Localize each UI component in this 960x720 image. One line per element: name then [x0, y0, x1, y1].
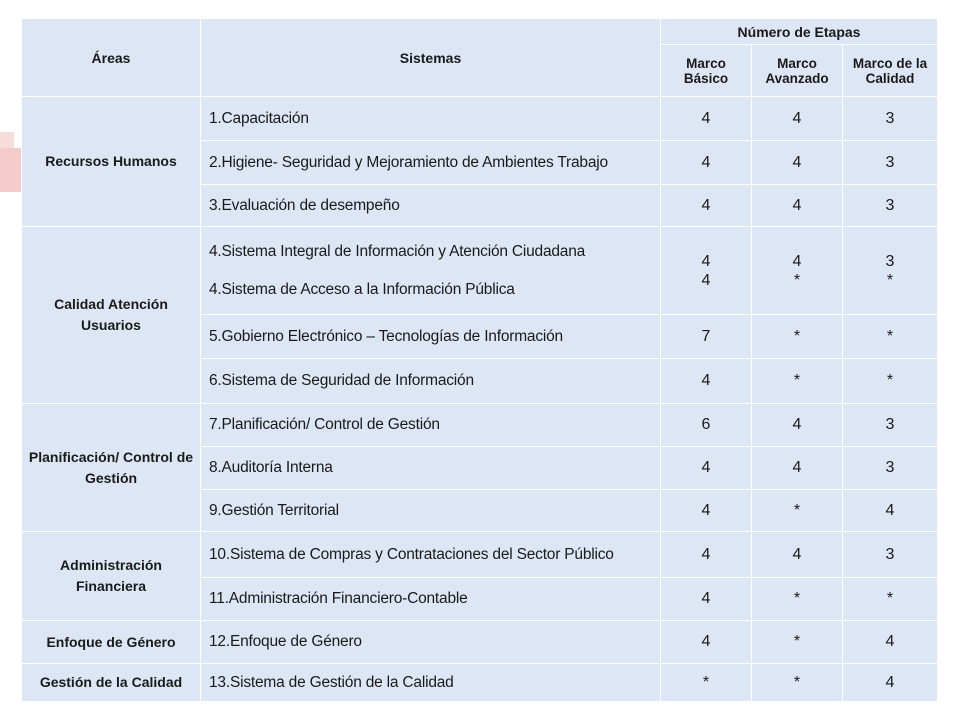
sistema-line: 4.Sistema de Acceso a la Información Pública: [209, 280, 515, 298]
marco-basico-cell: 4: [661, 97, 752, 141]
marco-avanzado-cell: *: [752, 664, 843, 702]
sistema-line: 4.Sistema Integral de Información y Atención Ciudadana: [209, 242, 586, 260]
header-numero-etapas: Número de Etapas: [661, 19, 938, 45]
marco-basico-cell: 4: [661, 359, 752, 404]
marco-basico-cell: 4: [661, 532, 752, 578]
marco-basico-cell: 7: [661, 315, 752, 359]
marco-basico-cell: 4: [661, 578, 752, 621]
value-line: *: [886, 271, 894, 289]
marco-calidad-cell: 3: [843, 447, 938, 490]
area-enfoque-genero: Enfoque de Género: [22, 621, 201, 664]
sistema-cell: 9.Gestión Territorial: [201, 490, 661, 532]
sistema-cell: 6.Sistema de Seguridad de Información: [201, 359, 661, 404]
value-line: *: [793, 271, 801, 289]
marco-avanzado-cell: *: [752, 315, 843, 359]
marco-avanzado-cell: 4: [752, 97, 843, 141]
marco-basico-cell: 4: [661, 447, 752, 490]
value-line: 4: [701, 271, 711, 289]
sistema-cell: 5.Gobierno Electrónico – Tecnologías de Información: [201, 315, 661, 359]
header-marco-calidad: Marco de la Calidad: [843, 45, 938, 97]
marco-calidad-cell: *: [843, 315, 938, 359]
table-row: [22, 621, 938, 664]
table-row: [22, 664, 938, 702]
marco-calidad-cell: 3: [843, 185, 938, 227]
marco-avanzado-cell: *: [752, 578, 843, 621]
table-row: [22, 227, 938, 315]
marco-avanzado-cell: *: [752, 490, 843, 532]
marco-calidad-cell: 4: [843, 490, 938, 532]
sistema-cell: 7.Planificación/ Control de Gestión: [201, 404, 661, 447]
marco-calidad-cell: 3: [843, 141, 938, 185]
marco-calidad-cell: 3: [843, 404, 938, 447]
area-planificacion-control-gestion: Planificación/ Control de Gestión: [22, 404, 201, 532]
marco-avanzado-cell: [752, 227, 843, 315]
table-row: [22, 404, 938, 447]
marco-avanzado-cell: 4: [752, 141, 843, 185]
sistema-cell: [201, 227, 661, 315]
marco-avanzado-cell: 4: [752, 185, 843, 227]
table-row: [22, 532, 938, 578]
marco-basico-cell: 4: [661, 185, 752, 227]
area-recursos-humanos: Recursos Humanos: [22, 97, 201, 227]
marco-calidad-cell: [843, 227, 938, 315]
marco-avanzado-cell: *: [752, 359, 843, 404]
table-row: [22, 97, 938, 141]
marco-basico-cell: 6: [661, 404, 752, 447]
marco-basico-cell: 4: [661, 141, 752, 185]
marco-avanzado-cell: 4: [752, 404, 843, 447]
sistema-cell: 3.Evaluación de desempeño: [201, 185, 661, 227]
marco-calidad-cell: 4: [843, 664, 938, 702]
marco-basico-cell: *: [661, 664, 752, 702]
marco-basico-cell: 4: [661, 490, 752, 532]
marco-avanzado-cell: 4: [752, 532, 843, 578]
value-line: 4: [701, 252, 711, 270]
marco-calidad-cell: *: [843, 359, 938, 404]
sistema-cell: 2.Higiene- Seguridad y Mejoramiento de Ambientes Trabajo: [201, 141, 661, 185]
header-marco-basico: Marco Básico: [661, 45, 752, 97]
sistema-cell: 10.Sistema de Compras y Contrataciones del Sector Público: [201, 532, 661, 578]
sistema-cell: 11.Administración Financiero-Contable: [201, 578, 661, 621]
marco-calidad-cell: *: [843, 578, 938, 621]
header-sistemas: Sistemas: [201, 19, 661, 97]
marco-avanzado-cell: *: [752, 621, 843, 664]
sistema-cell: 8.Auditoría Interna: [201, 447, 661, 490]
header-areas: Áreas: [22, 19, 201, 97]
value-line: 4: [792, 252, 802, 270]
marco-avanzado-cell: 4: [752, 447, 843, 490]
area-calidad-atencion-usuarios: Calidad Atención Usuarios: [22, 227, 201, 404]
stages-table: [21, 18, 938, 702]
marco-calidad-cell: 3: [843, 97, 938, 141]
value-line: 3: [885, 252, 895, 270]
decorative-accent-small: [0, 132, 14, 148]
area-gestion-calidad: Gestión de la Calidad: [22, 664, 201, 702]
marco-calidad-cell: 3: [843, 532, 938, 578]
marco-calidad-cell: 4: [843, 621, 938, 664]
sistema-cell: 12.Enfoque de Género: [201, 621, 661, 664]
marco-basico-cell: [661, 227, 752, 315]
sistema-cell: 1.Capacitación: [201, 97, 661, 141]
header-marco-avanzado: Marco Avanzado: [752, 45, 843, 97]
header-row: [22, 19, 938, 45]
marco-basico-cell: 4: [661, 621, 752, 664]
area-administracion-financiera: Administración Financiera: [22, 532, 201, 621]
sistema-cell: 13.Sistema de Gestión de la Calidad: [201, 664, 661, 702]
